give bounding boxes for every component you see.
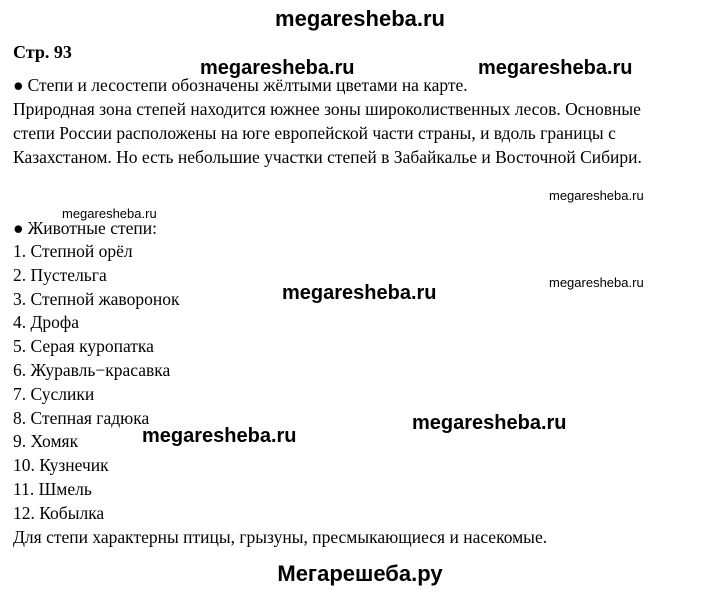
list-item: 3. Степной жаворонок [13, 288, 180, 309]
conclusion-text: Для степи характерны птицы, грызуны, пресмыкающиеся и насекомые. [13, 527, 548, 547]
list-item: 4. Дрофа [13, 312, 80, 333]
paragraph-text: Степи и лесостепи обозначены жёлтыми цветами на карте. [27, 75, 468, 95]
list-item: 7. Суслики [13, 383, 95, 404]
bullet-icon: ● [13, 75, 24, 95]
paragraph-line: степи России расположены на юге европейской части страны, и вдоль границы с [13, 123, 616, 143]
list-item: 11. Шмель [13, 479, 92, 499]
site-footer: Мегарешеба.ру [277, 561, 443, 586]
watermark: megaresheba.ru [62, 206, 157, 221]
watermark: megaresheba.ru [142, 425, 297, 447]
watermark: megaresheba.ru [200, 57, 355, 79]
list-item: 5. Серая куропатка [13, 336, 154, 357]
list-item: 2. Пустельга [13, 264, 107, 285]
heading-text: Животные степи: [27, 218, 157, 238]
page-label: Стр. 93 [13, 42, 72, 62]
list-item: 8. Степная гадюка [13, 407, 150, 428]
paragraph-line [13, 77, 468, 95]
watermark: megaresheba.ru [478, 57, 633, 79]
list-item: 6. Журавль−красавка [13, 360, 171, 380]
list-item: 12. Кобылка [13, 502, 105, 523]
watermark: megaresheba.ru [549, 188, 644, 203]
paragraph-line: Казахстаном. Но есть небольшие участки степей в Забайкалье и Восточной Сибири. [13, 147, 642, 167]
watermark: megaresheba.ru [412, 412, 567, 434]
list-item: 9. Хомяк [13, 431, 79, 452]
site-name: megaresheba.ru [275, 6, 445, 31]
watermark: megaresheba.ru [549, 275, 644, 290]
site-header [0, 6, 720, 32]
list-item: 10. Кузнечик [13, 455, 109, 476]
animals-heading [13, 220, 157, 238]
list-item: 1. Степной орёл [13, 241, 133, 261]
watermark: megaresheba.ru [282, 282, 437, 304]
bullet-icon: ● [13, 218, 24, 238]
paragraph-line: Природная зона степей находится южнее зоны широколиственных лесов. Основные [13, 99, 641, 119]
